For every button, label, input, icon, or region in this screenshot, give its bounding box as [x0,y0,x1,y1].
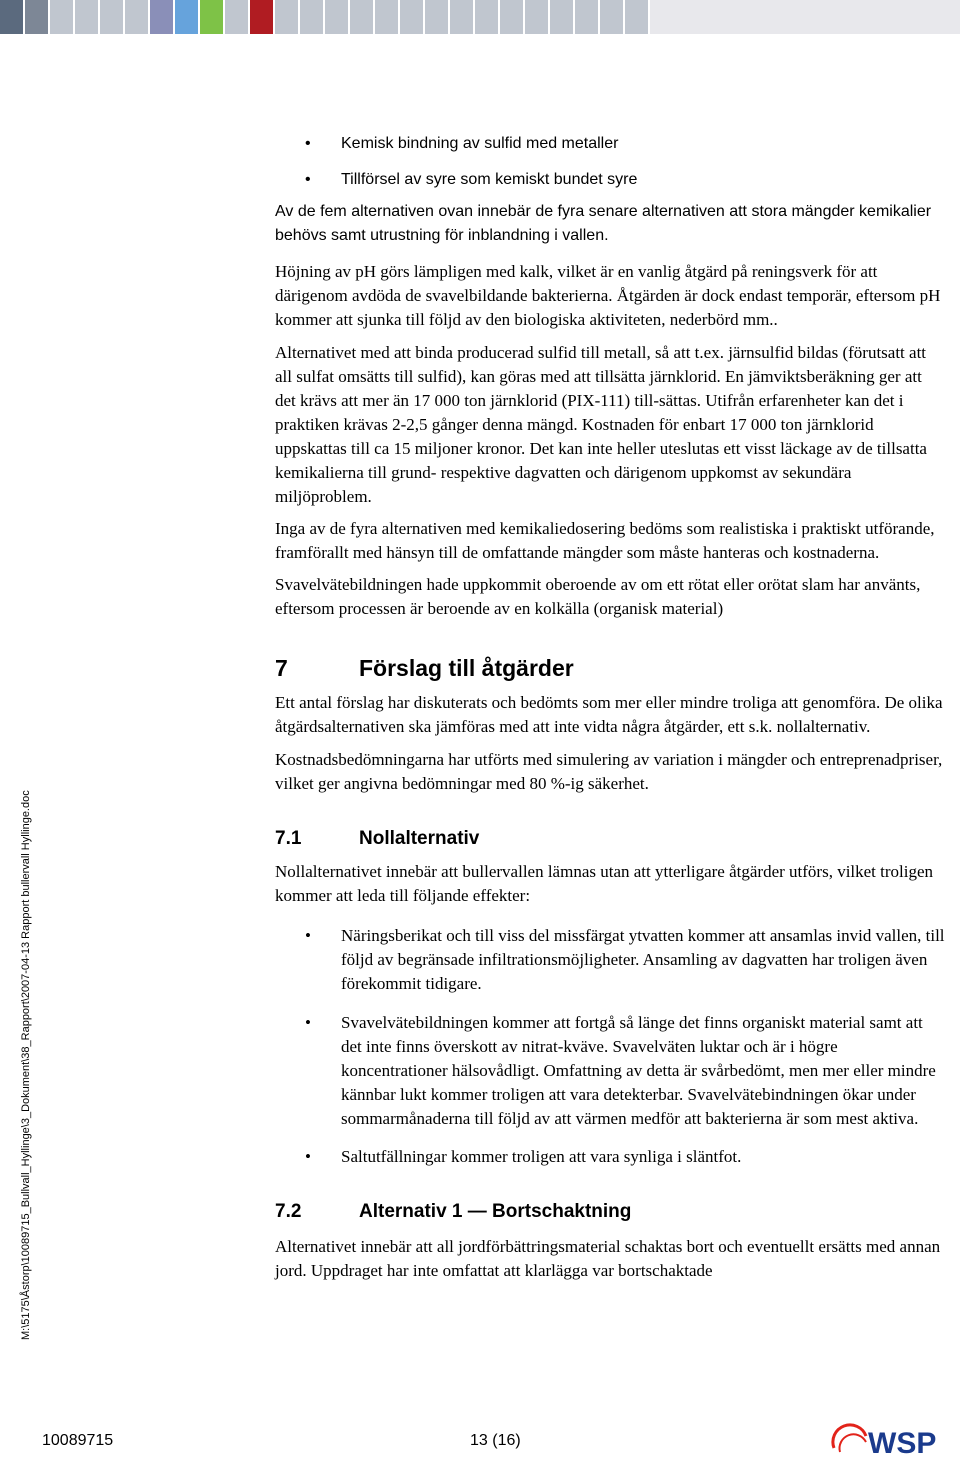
header-color-square [150,0,173,34]
logo-text: WSP [868,1427,937,1460]
header-color-square [275,0,298,34]
paragraph: Nollalternativet innebär att bullervallen lämnas utan att ytterligare åtgärder utförs, vilket troligen kommer att leda till följande effekter: [275,862,934,905]
header-color-square [425,0,448,34]
list-item: • Tillförsel av syre som kemiskt bundet syre [275,168,945,192]
header-color-square [200,0,223,34]
list-item: • Saltutfällningar kommer troligen att vara synliga i släntfot. [275,1145,945,1169]
header-color-square [250,0,273,34]
header-color-square [450,0,473,34]
list-item: • Svavelvätebildningen kommer att fortgå så länge det finns organiskt material samt att det inte finns överskott av nitrat-kväve. Svavelväten luktar och är i högre koncentrationer hälsovådligt. Omfattning av detta är svårbedömt, men mer eller mindre kännbar lukt kommer troligen att vara detekterbar. Svavelvätebindningen ökar under sommarmånaderna till följd av att värmen medför att bakterierna är som mest aktiva. [275,1011,945,1131]
document-number: 10089715 [42,1432,114,1449]
file-path-label: M:\5175\Åstorp\10089715_Bullvall_Hyllinge\3_Dokument\38_Rapport\2007-04-13 Rapport bullervall Hyllinge.doc [20,790,32,1340]
header-color-square [175,0,198,34]
paragraph: Kostnadsbedömningarna har utförts med simulering av variation i mängder och entreprenadpriser, vilket ger angivna bedömningar med 80 %-ig säkerhet. [275,750,943,793]
header-color-square [350,0,373,34]
list-item: • Näringsberikat och till viss del missfärgat ytvatten kommer att ansamlas invid vallen, till följd av begränsade infiltrationsmöjligheter. Ansamling av dagvatten har troligen även förekommit tidigare. [275,924,945,996]
section-title: Nollalternativ [359,828,480,849]
paragraph: Ett antal förslag har diskuterats och bedömts som mer eller mindre troliga att genomföra. De olika åtgärdsalternativen ska jämföras med att inte vidta några åtgärder, ett s.k. nollalternativ. [275,693,943,736]
header-color-square [300,0,323,34]
page-number: 13 (16) [470,1432,521,1449]
header-color-square [500,0,523,34]
page-footer [0,1420,960,1460]
header-color-square [325,0,348,34]
header-color-square [375,0,398,34]
header-color-square [475,0,498,34]
section-number: 7.1 [275,828,302,849]
header-color-square [125,0,148,34]
paragraph: Inga av de fyra alternativen med kemikaliedosering bedöms som realistiska i praktiskt utförande, framförallt med hänsyn till de omfattande mängder som måste hanteras och kostnaderna. [275,519,935,562]
subsection-heading [275,826,945,852]
header-color-square [400,0,423,34]
paragraph: Svavelvätebildningen hade uppkommit oberoende av om ett rötat eller orötat slam har använts, eftersom processen är beroende av en kolkälla (organisk material) [275,575,921,618]
paragraph: Höjning av pH görs lämpligen med kalk, vilket är en vanlig åtgärd på reningsverk för att därigenom avdöda de svavelbildande bakterierna. Åtgärden är dock endast temporär, eftersom pH kommer att sjunka till följd av den biologiska aktiviteten, nederbörd mm.. [275,262,941,329]
header-color-square [75,0,98,34]
header-color-square [50,0,73,34]
list-item: • Kemisk bindning av sulfid med metaller [275,132,945,156]
paragraph: Av de fem alternativen ovan innebär de fyra senare alternativen att stora mängder kemikalier behövs samt utrustning för inblandning i vallen. [275,203,932,244]
paragraph: Alternativet med att binda producerad sulfid till metall, så att t.ex. järnsulfid bildas (förutsatt att all sulfat omsätts till sulfid), kan göras med att tillsätta järnklorid. En jämviktsberäkning ger att det krävs att mer än 17 000 ton järnklorid (PIX-111) till-sättas. Utifrån erfarenheter kan det i praktiken krävas 2-2,5 gånger denna mängd. Kostnaden för enbart 17 000 ton järnklorid uppskattas till ca 15 miljoner kronor. Det kan inte heller uteslutas ett visst läckage av de tillsatta kemikalierna till grund- respektive dagvatten och därigenom uppkomst av sekundära miljöproblem. [275,343,927,506]
header-color-square [25,0,48,34]
section-number: 7 [275,655,288,681]
header-color-square [100,0,123,34]
header-color-bar [0,0,960,36]
wsp-logo [830,1420,955,1460]
header-color-square [225,0,248,34]
header-color-square [625,0,648,34]
section-number: 7.2 [275,1201,302,1222]
page-content [275,132,945,1283]
header-color-square [600,0,623,34]
header-color-square [525,0,548,34]
header-bar-fill [650,0,960,34]
subsection-heading [275,1199,945,1225]
header-color-square [0,0,23,34]
header-color-square [550,0,573,34]
section-title: Förslag till åtgärder [359,655,574,681]
section-title: Alternativ 1 — Bortschaktning [359,1201,632,1222]
paragraph: Alternativet innebär att all jordförbättringsmaterial schaktas bort och eventuellt ersätts med annan jord. Uppdraget har inte omfattat att klarlägga var bortschaktade [275,1237,941,1280]
header-color-square [575,0,598,34]
section-heading [275,653,945,683]
